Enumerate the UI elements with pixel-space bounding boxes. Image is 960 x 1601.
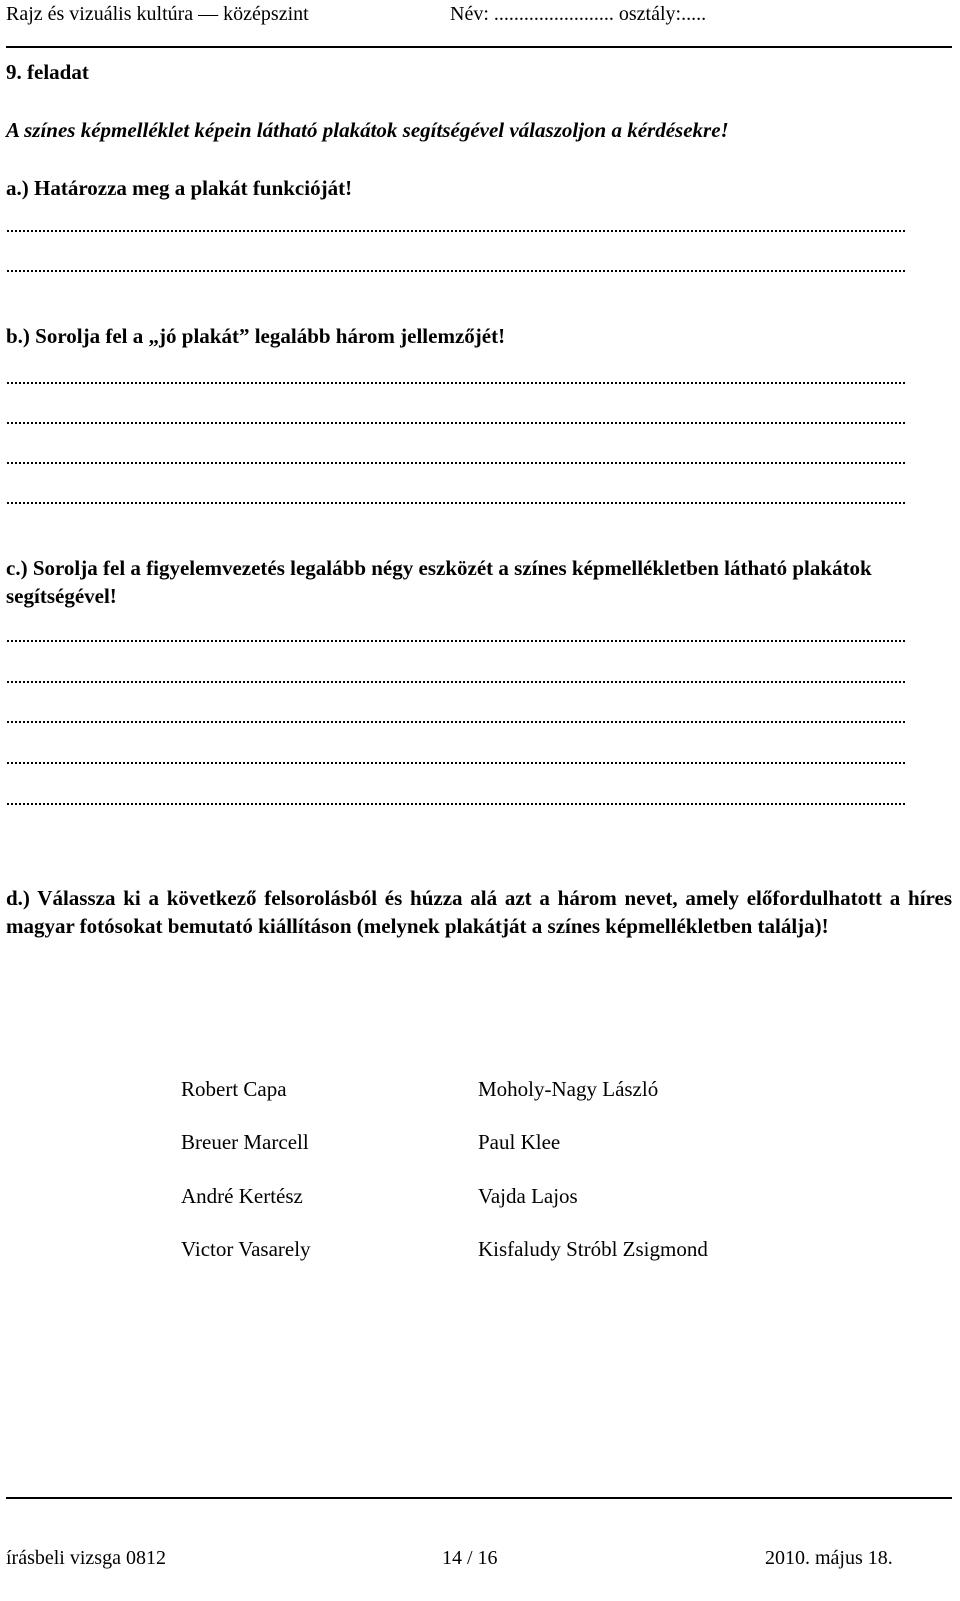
answer-line[interactable] [7, 494, 905, 504]
name-class-field: Név: ........................ osztály:..... [450, 3, 707, 25]
name-option[interactable]: Breuer Marcell [181, 1130, 309, 1154]
answer-line[interactable] [7, 754, 905, 764]
answer-line[interactable] [7, 795, 905, 805]
name-option[interactable]: Moholy-Nagy László [478, 1077, 659, 1101]
footer-date: 2010. május 18. [765, 1547, 893, 1569]
name-option[interactable]: Robert Capa [181, 1077, 287, 1101]
subject-title: Rajz és vizuális kultúra — középszint [6, 3, 309, 25]
footer-page-number: 14 / 16 [442, 1547, 498, 1569]
answer-line[interactable] [7, 414, 905, 424]
answer-line[interactable] [7, 374, 905, 384]
answer-line[interactable] [7, 673, 905, 683]
answer-line[interactable] [7, 713, 905, 723]
answer-line[interactable] [7, 454, 905, 464]
name-option[interactable]: André Kertész [181, 1184, 303, 1208]
answer-line[interactable] [7, 222, 905, 232]
footer-exam-code: írásbeli vizsga 0812 [6, 1547, 166, 1569]
question-d: d.) Válassza ki a következő felsorolásból és húzza alá azt a három nevet, amely előfordulhatott a híres magyar fotósokat bemutató kiállításon (melynek plakátját a színes képmellékletben találja)! [6, 886, 952, 938]
question-c: c.) Sorolja fel a figyelemvezetés legalább négy eszközét a színes képmellékletben látható plakátok segítségével! [6, 556, 872, 608]
page-header [6, 0, 954, 32]
name-option[interactable]: Kisfaludy Stróbl Zsigmond [478, 1237, 708, 1261]
question-b: b.) Sorolja fel a „jó plakát” legalább három jellemzőjét! [6, 324, 506, 348]
answer-line[interactable] [7, 262, 905, 272]
question-a: a.) Határozza meg a plakát funkcióját! [6, 176, 353, 200]
name-option[interactable]: Vajda Lajos [478, 1184, 578, 1208]
task-instruction: A színes képmelléklet képein látható plakátok segítségével válaszoljon a kérdésekre! [6, 118, 729, 142]
answer-line[interactable] [7, 632, 905, 642]
footer-divider [6, 1497, 952, 1499]
name-option[interactable]: Victor Vasarely [181, 1237, 311, 1261]
header-divider [6, 46, 952, 48]
name-option[interactable]: Paul Klee [478, 1130, 561, 1154]
task-title: 9. feladat [6, 60, 89, 84]
